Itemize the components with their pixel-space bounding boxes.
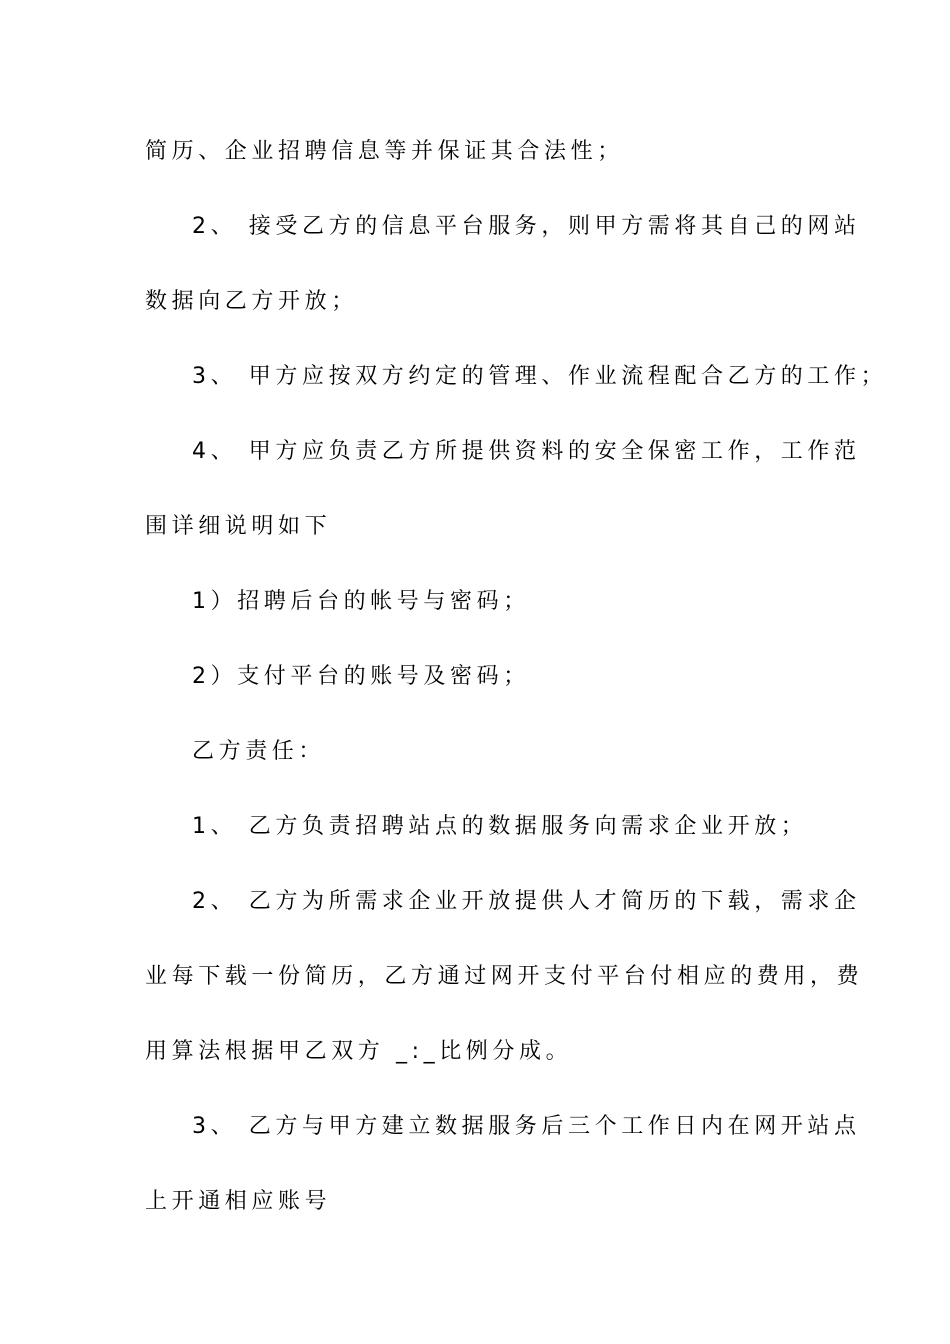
paragraph-line: 3、 乙方与甲方建立数据服务后三个工作日内在网开站点: [192, 1114, 861, 1139]
paragraph-line: 业每下载一份简历，乙方通过网开支付平台付相应的费用，费: [145, 964, 864, 989]
paragraph-line: 上开通相应账号: [145, 1189, 332, 1214]
list-item: 2）支付平台的账号及密码；: [192, 664, 530, 689]
paragraph-line: 3、 甲方应按双方约定的管理、作业流程配合乙方的工作；: [192, 364, 888, 389]
paragraph-line: 数据向乙方开放；: [145, 289, 358, 314]
paragraph-line: 围详细说明如下: [145, 514, 332, 539]
section-heading: 乙方责任：: [192, 739, 326, 764]
paragraph-line: 用算法根据甲乙双方 _:_比例分成。: [145, 1039, 573, 1064]
paragraph-line: 4、 甲方应负责乙方所提供资料的安全保密工作，工作范: [192, 439, 861, 464]
list-item: 1）招聘后台的帐号与密码；: [192, 589, 530, 614]
paragraph-line: 2、 接受乙方的信息平台服务，则甲方需将其自己的网站: [192, 214, 861, 239]
paragraph-line: 1、 乙方负责招聘站点的数据服务向需求企业开放；: [192, 814, 808, 839]
paragraph-line: 2、 乙方为所需求企业开放提供人才简历的下载，需求企: [192, 889, 861, 914]
paragraph-line: 简历、企业招聘信息等并保证其合法性；: [145, 139, 624, 164]
